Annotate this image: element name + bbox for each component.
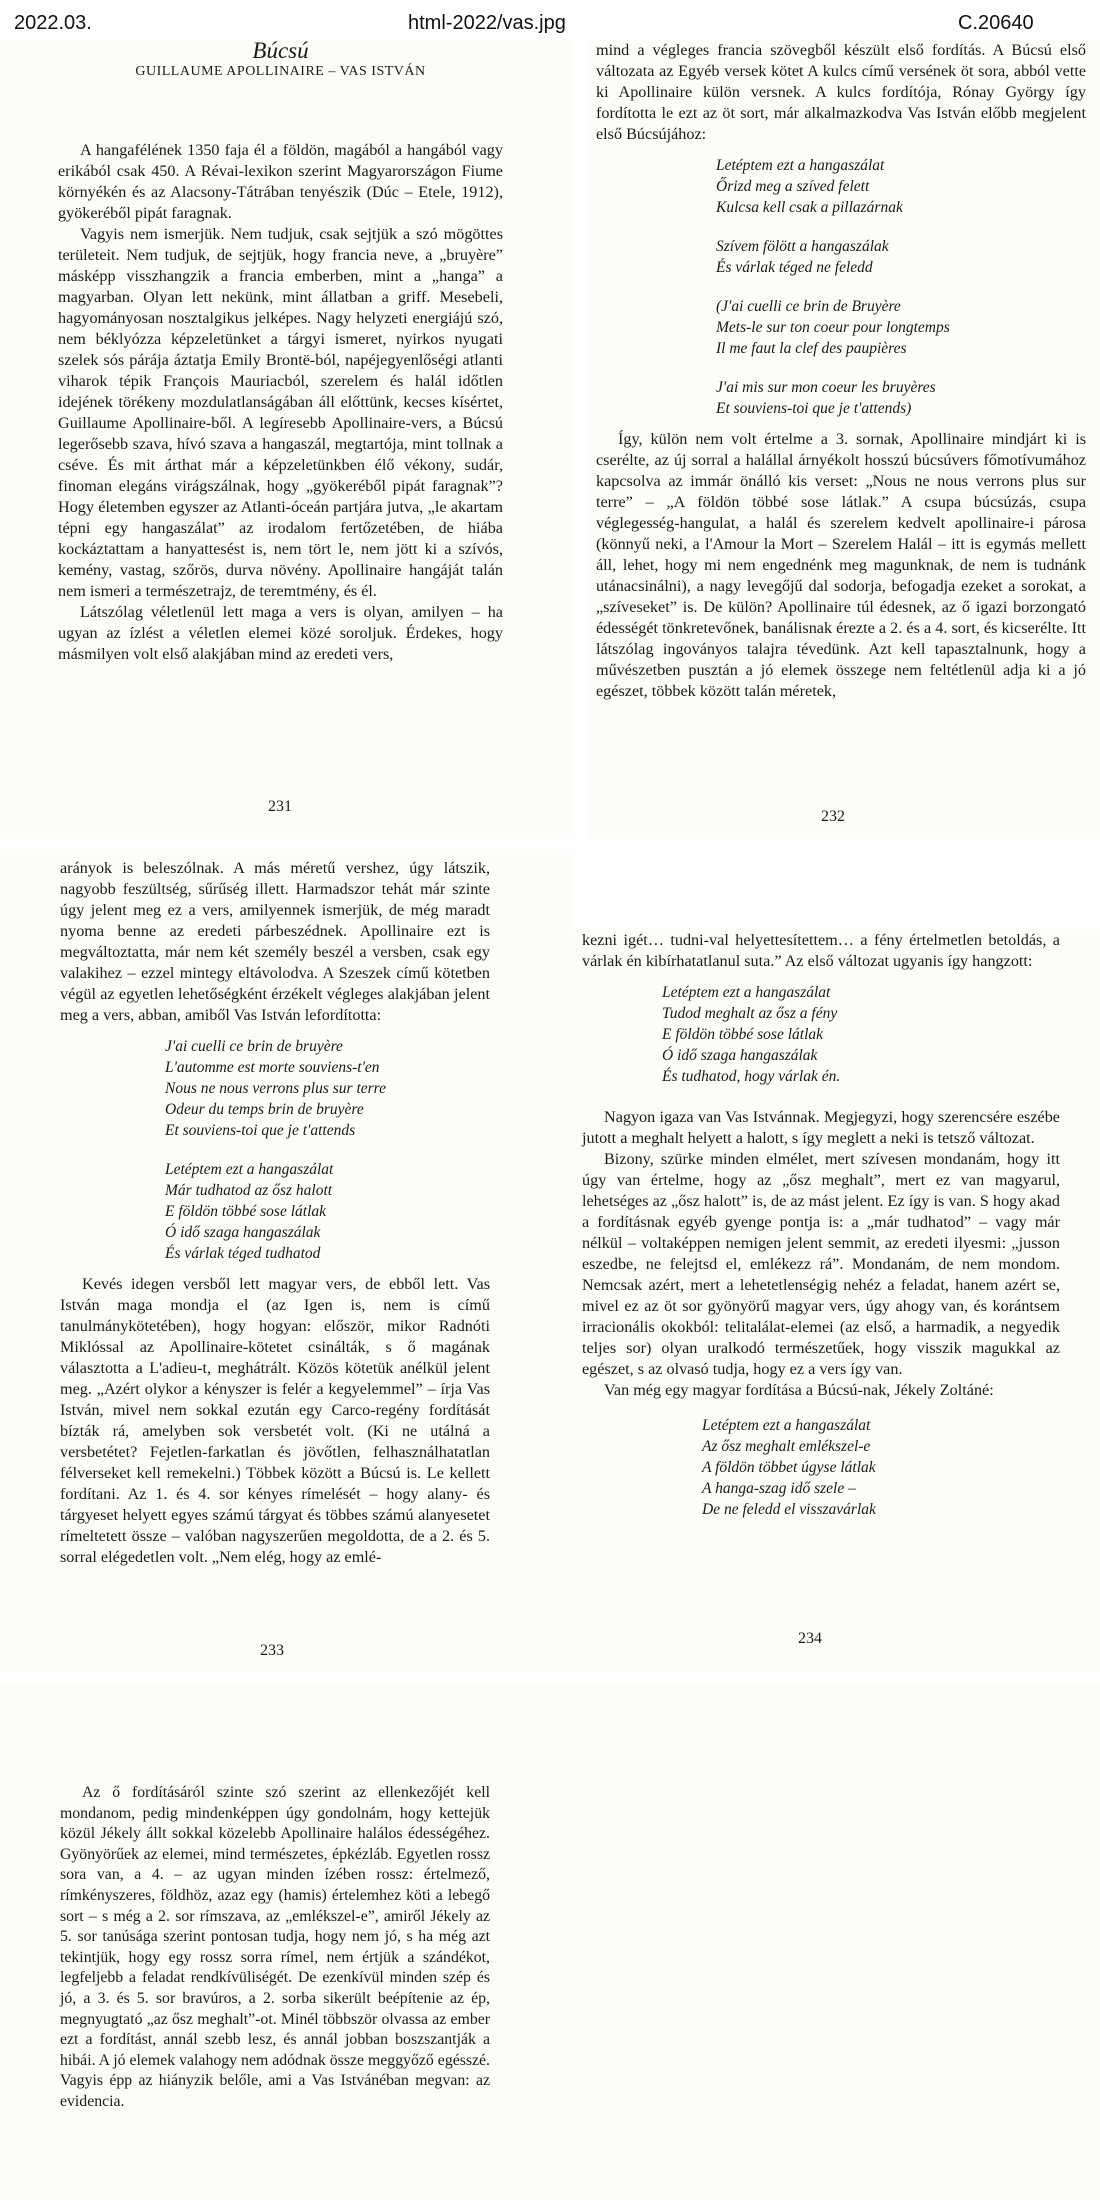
poem-line: Kulcsa kell csak a pillazárnak xyxy=(716,199,903,216)
paragraph: Van még egy magyar fordítása a Búcsú-nak, Jékely Zoltáné: xyxy=(604,1381,994,1399)
poem-line: E földön többé sose látlak xyxy=(165,1203,327,1220)
paragraph: Nagyon igaza van Vas Istvánnak. Megjegyzi, hogy szerencsére eszébe jutott a meghalt helyett a halott, s így meglett a neki is tetsző változat. xyxy=(582,1108,1060,1147)
header-code: C.20640 xyxy=(958,12,1034,34)
page-234 xyxy=(560,930,1100,1673)
page-number: 233 xyxy=(260,1642,284,1659)
poem-line: L'automme est morte souviens-t'en xyxy=(165,1059,380,1076)
poem-line: Et souviens-toi que je t'attends) xyxy=(716,400,912,417)
header-file: html-2022/vas.jpg xyxy=(408,12,566,34)
poem-line: Letéptem ezt a hangaszálat xyxy=(165,1161,334,1178)
paragraph: Kevés idegen versből lett magyar vers, de ebből lett. Vas István maga mondja el (az Igen is, nem is című tanulmánykötetében), hogy hogyan: először, mikor Radnóti Miklóssal az Apollinaire-kötetet csinálták, s ő magának választotta a L'adieu-t, meghátrált. Közös kötetük anélkül jelent meg. „Azért olykor a kényszer is felér a kegyelemmel” – írja Vas István, mivel nem sokkal ezután egy Carco-regény fordítását bízták rá, amelyben sok versbetét volt. (Ki ne utálná a versbetétet? Fejetlen-farkatlan és jövőtlen, felhasználhatatlan félverseket kell remekelni.) Többek között a Búcsú is. Le kellett fordítani. Az 1. és 4. sor kényes rímelését – hogy alany- és tárgyeset helyett egyes számú tárgyat és többes számú alanyesetet rímeltetett össze – valóban nagyszerűen megoldotta, de a 2. és 5. sorral elégedetlen volt. „Nem elég, hogy az emlé- xyxy=(60,1275,490,1566)
paragraph: A hangafélének 1350 faja él a földön, magából a hangából vagy erikából csak 450. A Révai-lexikon szerint Magyarországon Fiume környékén és az Alacsony-Tátrában tenyészik (Dúc – Etele, 1912), gyökeréből pipát faragnak. xyxy=(58,141,503,222)
poem-line: A hanga-szag idő szele – xyxy=(702,1480,856,1497)
page-231 xyxy=(0,40,574,838)
poem-line: J'ai cuelli ce brin de bruyère xyxy=(165,1038,343,1055)
page-233-body xyxy=(60,858,490,1568)
paragraph: kezni igét… tudni-val helyettesítettem… a fény értelmetlen betoldás, a várlak én kibírhatatlanul suta.” Az első változat ugyanis így hangzott: xyxy=(582,931,1060,970)
poem-stanza xyxy=(165,1159,490,1264)
page-number: 231 xyxy=(268,798,292,815)
poem-line: Nous ne nous verrons plus sur terre xyxy=(165,1080,387,1097)
poem-line: Odeur du temps brin de bruyère xyxy=(165,1101,364,1118)
poem-line: Szívem fölött a hangaszálak xyxy=(716,238,889,255)
poem-line: És tudhatod, hogy várlak én. xyxy=(662,1068,841,1085)
poem-bruyere xyxy=(165,1036,490,1264)
page-number: 234 xyxy=(798,1630,822,1647)
paragraph: Látszólag véletlenül lett maga a vers is olyan, amilyen – ha ugyan az ízlést a véletlen elemei közé soroljuk. Érdekes, hogy másmilyen volt első alakjában mind az eredeti vers, xyxy=(58,603,503,663)
header-date: 2022.03. xyxy=(14,12,92,34)
page-subtitle: GUILLAUME APOLLINAIRE – VAS ISTVÁN xyxy=(135,64,426,79)
paragraph: Bizony, szürke minden elmélet, mert szívesen mondanám, hogy itt úgy van értelme, hogy az „ősz meghalt”, mert ez van magyarul, lehetséges az „ősz halott” is, de az mást jelent. Ez így is van. S hogy akad a fordításnak egyéb gyenge pontja is: a „már tudhatod” – vagy már nélkül – voltaképpen nemigen jelent semmit, az eredeti ilyesmi: „jusson eszedbe, ne felejtsd el, emlékezz rá”. Mondanám, de nem mondom. Nemcsak azért, mert a lehetetlenségig nehéz a feladat, hanem azért se, mivel ez az öt sor gyönyörű magyar vers, úgy ahogy van, és korántsem irracionális okokból: telitalálat-elemei (az első, a harmadik, a negyedik teljes sor) olyan uralkodó természetűek, hogy visszik magukkal az egészet, s az olvasó tudja, hogy ez a vers így van. xyxy=(582,1150,1060,1378)
poem-stanza xyxy=(716,377,1086,419)
poem-line: Ó idő szaga hangaszálak xyxy=(662,1047,818,1064)
poem-line: Il me faut la clef des paupières xyxy=(716,340,907,357)
paragraph: Az ő fordításáról szinte szó szerint az ellenkezőjét kell mondanom, pedig mindenképpen úgy gondolnám, hogy kettejük közül Jékely állt sokkal közelebb Apollinaire halálos édességéhez. Gyönyörűek az elemei, mind természetes, épkézláb. Egyetlen rossz sora van, a 4. – az ugyan minden ízében rossz: értelmező, rímkényszeres, földhöz, azaz egy (hamis) értelemhez köti a lebegő sort – s még a 2. sor rímszava, az „emlékszel-e”, amiről Jékely az 5. sor tanúsága szerint pontosan tudja, hogy nem jó, s ha még azt tekintjük, hogy egy rossz sorra rímel, nem értjük a szándékot, legfeljebb a feladat rendkívüliségét. De ezenkívül minden szép és jó, a 3. és 5. sor bravúros, a 2. sorba sikerült beépítenie az ép, megnyugtató „az ősz meghalt”-ot. Minél többször olvassa az ember ezt a fordítást, annál szebb lesz, és annál jobban boszszantják a hibái. A jó elemek valahogy nem adódnak össze meggyőző egésszé. Vagyis épp az hiányzik belőle, ami a Vas Istvánéban megvan: az evidencia. xyxy=(60,1784,490,2110)
poem-line: De ne feledd el visszavárlak xyxy=(702,1501,876,1518)
page-234-body xyxy=(582,930,1060,1530)
poem-line: Már tudhatod az ősz halott xyxy=(165,1182,333,1199)
poem-line: Letéptem ezt a hangaszálat xyxy=(702,1417,871,1434)
page-232-body xyxy=(596,40,1086,702)
poem-line: Mets-le sur ton coeur pour longtemps xyxy=(716,319,950,336)
paragraph: Vagyis nem ismerjük. Nem tudjuk, csak sejtjük a szó mögöttes területeit. Nem tudjuk, de sejtjük, hogy francia neve, a „bruyère” másképp visszhangzik a francia emberben, mint a „hanga” a magyarban. Olyan lett nekünk, mint állatban a griff. Mesebeli, hagyományosan nosztalgikus jelképes. Nagy helyzeti energiájú szó, nem béklyózza képzeletünket a tárgyi ismeret, nyirkos nyugati szelek sós párája áztatja Emily Brontë-ból, napéjegyenlőségi atlanti viharok tépik François Mauriacból, szerelem és halál időtlen idejének törékeny mozdulatlanságában áll előttünk, kecses kísértet, Guillaume Apollinaire-ből. A legíresebb Apollinaire-vers, a Búcsú legerősebb szava, hívó szava a hangaszál, megtartója, mint tollnak a cséve. És mit árthat már a képzeletünkben élő vékony, sudár, finoman elegáns virágszálnak, hogy „gyökeréből pipát faragnak”? Hogy életemben egyszer az Atlanti-óceán partjára jutva, „le akartam tépni egy hangaszálat” az irodalom fertőzetében, de hiába kockáztattam a hanyattesést is, nem tört le, nem jött ki a szívós, kemény, vastag, szőrös, durva növény. Apollinaire hangáját talán nem ismeri a természetrajz, de teremtmény, és él. xyxy=(58,225,503,600)
poem-line: Et souviens-toi que je t'attends xyxy=(165,1122,356,1139)
poem-line: J'ai mis sur mon coeur les bruyères xyxy=(716,379,936,396)
page-235-body xyxy=(60,1783,490,2113)
poem-stanza xyxy=(165,1036,490,1141)
page-number: 232 xyxy=(821,808,845,825)
poem-line: Ó idő szaga hangaszálak xyxy=(165,1224,321,1241)
poem-kulcs xyxy=(716,155,1086,419)
poem-line: És várlak téged tudhatod xyxy=(165,1245,321,1262)
poem-line: A földön többet úgyse látlak xyxy=(702,1459,876,1476)
poem-line: (J'ai cuelli ce brin de Bruyère xyxy=(716,298,901,315)
page-231-body xyxy=(58,40,503,665)
page-232 xyxy=(588,40,1100,838)
paragraph: Így, külön nem volt értelme a 3. sornak, Apollinaire mindjárt ki is cserélte, az új sorral a halállal árnyékolt hosszú búcsúvers főmotívumához kapcsolva az immár önálló kis verset: „Nous ne nous verrons plus sur terre” – „A földön többé sose látlak.” A csupa búcsúzás, csupa véglegesség-hangulat, a halál és szerelem kedvelt apollinaire-i párosa (könnyű neki, a l'Amour la Mort – Szerelem Halál – itt is egymás mellett áll, lehet, hogy mi nem engednénk meg magunknak, de nem is tudnánk utánacsinálni), a nagy levegőjű dal sodorja, befogadja ezeket a sorokat, a „szíveseket” is. De külön? Apollinaire túl édesnek, az ő igazi borzongató édességét tönkretevőnek, banálisnak érezte a 2. és a 4. sort, és kicserélte. Itt látszólag ingoványos talajra tévedünk. Azt kell tapasztalnunk, hogy a művészetben pusztán a jó elemek összege nem feltétlenül adja ki a jó egészet, többek között talán méretek, xyxy=(596,430,1086,700)
poem-jekely xyxy=(702,1415,1060,1520)
poem-line: Letéptem ezt a hangaszálat xyxy=(662,984,831,1001)
page-title: Búcsú xyxy=(252,40,309,63)
poem-line: E földön többé sose látlak xyxy=(662,1026,824,1043)
poem-stanza xyxy=(716,236,1086,278)
poem-vas-first xyxy=(662,982,1060,1087)
poem-stanza xyxy=(716,296,1086,359)
page-235 xyxy=(0,1683,1100,2200)
poem-line: Letéptem ezt a hangaszálat xyxy=(716,157,885,174)
paragraph: mind a végleges francia szövegből készült első fordítás. A Búcsú első változata az Egyéb versek kötet A kulcs című versének öt sora, abból vette ki Apollinaire külön versnek. A kulcs fordítója, Rónay György így fordította le ezt az öt sort, már alkalmazkodva Vas István előbb megjelent első Búcsújához: xyxy=(596,41,1086,143)
page-233 xyxy=(0,850,574,1673)
poem-line: Őrizd meg a szíved felett xyxy=(716,178,870,195)
poem-stanza xyxy=(716,155,1086,218)
poem-line: Az ősz meghalt emlékszel-e xyxy=(702,1438,871,1455)
poem-line: Tudod meghalt az ősz a fény xyxy=(662,1005,838,1022)
poem-line: És várlak téged ne feledd xyxy=(716,259,873,276)
paragraph: arányok is beleszólnak. A más méretű vershez, úgy látszik, nagyobb feszültség, sűrűség illett. Harmadszor tehát már szinte úgy jelent meg ez a vers, amilyennek ismerjük, de még maradt nyoma benne az eredeti párbeszédnek. Apollinaire ezt is megváltoztatta, már nem két személy beszél a versben, csak egy valakihez – ezzel mintegy eltávolodva. A Szeszek című kötetben végül az egyetlen lehetőségként érzékelt végleges alakjában jelent meg a vers, abban, amiből Vas István lefordította: xyxy=(60,859,490,1024)
